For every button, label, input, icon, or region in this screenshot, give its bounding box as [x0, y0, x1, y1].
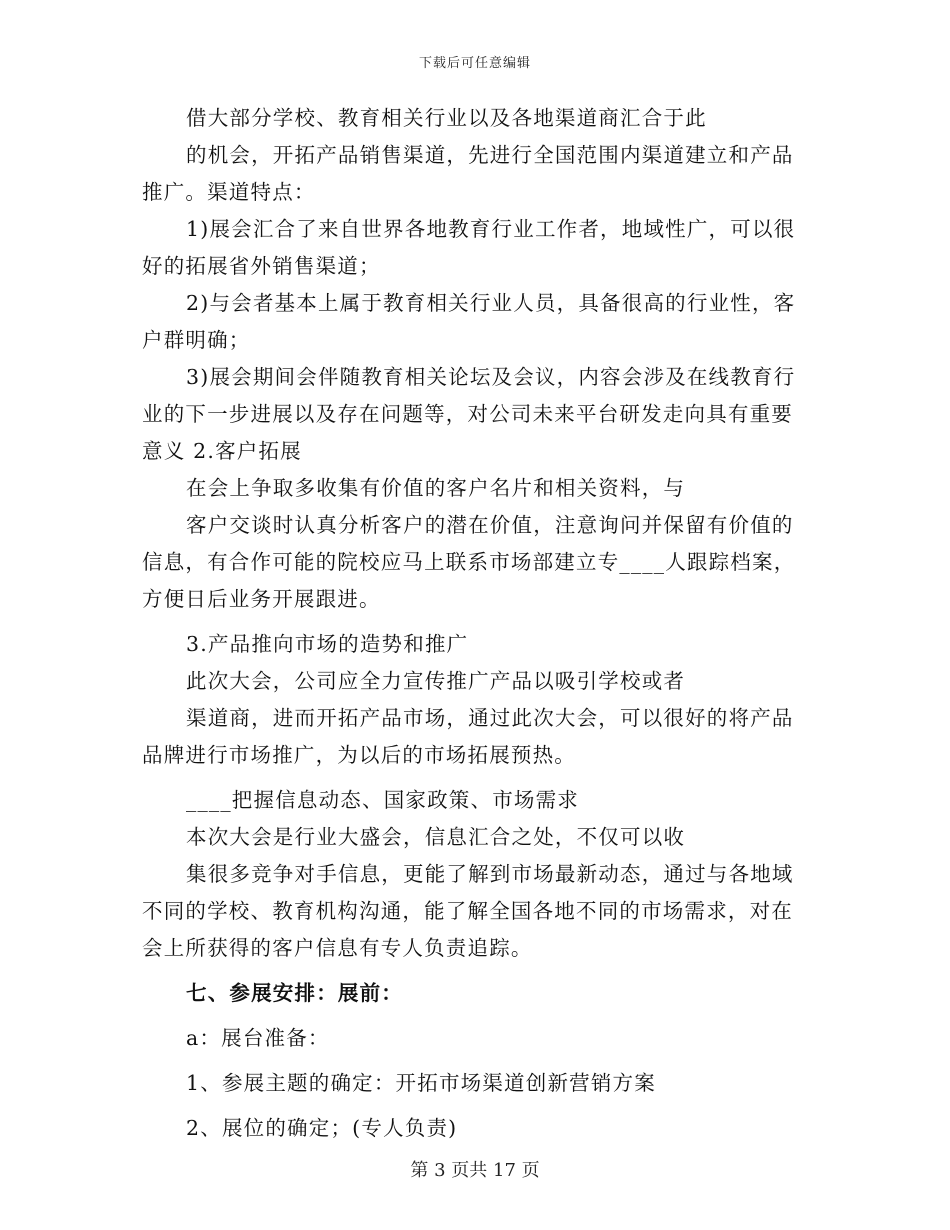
- paragraph-line: 户群明确；: [142, 328, 251, 352]
- paragraph-line: 会上所获得的客户信息有专人负责追踪。: [142, 936, 533, 960]
- list-item: 3)展会期间会伴随教育相关论坛及会议，内容会涉及在线教育行: [186, 365, 796, 389]
- section-heading-bold: 七、参展安排：展前：: [186, 981, 403, 1005]
- paragraph-line: 渠道商，进而开拓产品市场，通过此次大会，可以很好的将产品: [186, 706, 794, 730]
- list-item: 2)与会者基本上属于教育相关行业人员，具备很高的行业性，客: [186, 291, 796, 315]
- list-item: 2、展位的确定；(专人负责): [186, 1116, 458, 1140]
- paragraph-line: 品牌进行市场推广，为以后的市场拓展预热。: [142, 743, 576, 767]
- sub-heading: a：展台准备：: [186, 1026, 330, 1050]
- page-footer: 第 3 页共 17 页: [410, 1160, 540, 1181]
- paragraph-line: 的机会，开拓产品销售渠道，先进行全国范围内渠道建立和产品: [186, 143, 794, 167]
- paragraph-line: 意义 2.客户拓展: [142, 439, 302, 463]
- list-item: 1、参展主题的确定：开拓市场渠道创新营销方案: [186, 1071, 656, 1095]
- section-heading: 3.产品推向市场的造势和推广: [186, 632, 469, 656]
- paragraph-line: 集很多竞争对手信息，更能了解到市场最新动态，通过与各地域: [186, 862, 794, 886]
- paragraph-line: 本次大会是行业大盛会，信息汇合之处，不仅可以收: [186, 825, 686, 849]
- paragraph-line: 信息，有合作可能的院校应马上联系市场部建立专____人跟踪档案，: [142, 550, 796, 574]
- list-item: 1)展会汇合了来自世界各地教育行业工作者，地域性广，可以很: [186, 217, 796, 241]
- paragraph-line: 此次大会，公司应全力宣传推广产品以吸引学校或者: [186, 669, 686, 693]
- paragraph-line: 好的拓展省外销售渠道；: [142, 254, 381, 278]
- paragraph-line: 不同的学校、教育机构沟通，能了解全国各地不同的市场需求，对在: [142, 899, 793, 923]
- paragraph-line: 在会上争取多收集有价值的客户名片和相关资料，与: [186, 476, 686, 500]
- page-header: 下载后可任意编辑: [418, 56, 531, 71]
- paragraph-line: 客户交谈时认真分析客户的潜在价值，注意询问并保留有价值的: [186, 513, 794, 537]
- paragraph-line: 业的下一步进展以及存在问题等，对公司未来平台研发走向具有重要: [142, 402, 793, 426]
- paragraph-line: 推广。渠道特点：: [142, 180, 316, 204]
- document-body: [142, 100, 807, 1147]
- section-heading: ____把握信息动态、国家政策、市场需求: [186, 788, 579, 812]
- paragraph-line: 借大部分学校、教育相关行业以及各地渠道商汇合于此: [186, 106, 707, 130]
- paragraph-line: 方便日后业务开展跟进。: [142, 587, 381, 611]
